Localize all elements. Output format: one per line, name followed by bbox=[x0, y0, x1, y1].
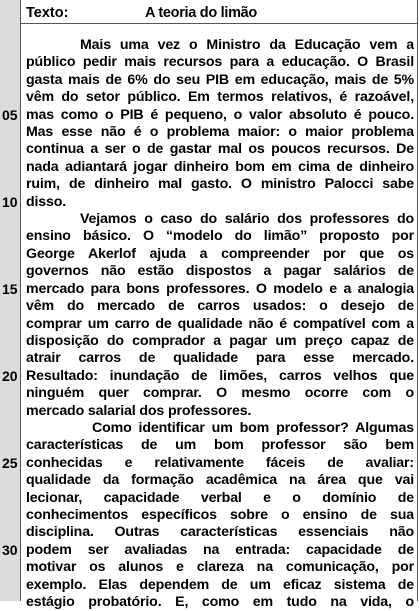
line-number: 05 bbox=[2, 106, 18, 123]
text-line: mercado salarial dos professores. bbox=[26, 402, 252, 419]
text-line: motivar os alunos e clareza na comunicação, por bbox=[26, 559, 414, 576]
text-line: podem ser avaliadas na entrada: capacidade de bbox=[26, 541, 414, 558]
text-line: estágio probatório. E, como em tudo na vida, o bbox=[26, 594, 414, 610]
text-line: características de um bom professor são bem bbox=[26, 437, 414, 454]
text-title: A teoria do limão bbox=[145, 5, 257, 21]
text-line: público pedir mais recursos para a educação. O Brasil bbox=[26, 54, 414, 71]
text-line: Mas esse não é o problema maior: o maior problema bbox=[26, 124, 414, 141]
line-number: 25 bbox=[2, 454, 18, 471]
line-number: 20 bbox=[2, 367, 18, 384]
text-line: comprar um carro de qualidade não é compatível com a bbox=[26, 315, 414, 332]
text-line: lecionar, capacidade verbal e o domínio de bbox=[26, 489, 414, 506]
text-line: mercado para bons professores. O modelo e a analogia bbox=[26, 280, 414, 297]
text-line: continua a ser o de gastar mal os poucos recursos. De bbox=[26, 141, 414, 158]
text-line: Como identificar um bom professor? Algumas bbox=[92, 419, 414, 436]
text-line: George Akerlof ajuda a compreender por que os bbox=[26, 245, 414, 262]
line-number-gutter bbox=[0, 0, 20, 601]
text-line: vêm do setor público. Em termos relativos, é razoável, bbox=[26, 89, 414, 106]
text-header bbox=[26, 3, 416, 25]
text-line: mas como o PIB é pequeno, o valor absoluto é pouco. bbox=[26, 106, 414, 123]
text-line: atrair carros de qualidade para esse mercado. bbox=[26, 350, 414, 367]
text-line: Mais uma vez o Ministro da Educação vem a bbox=[80, 37, 414, 53]
text-line: ensino básico. O “modelo do limão” proposto por bbox=[26, 228, 414, 245]
text-line: vêm do mercado de carros usados: o desejo de bbox=[26, 298, 414, 315]
text-line: qualidade da formação acadêmica na área que vai bbox=[26, 472, 414, 489]
text-line: conhecidas e relativamente fáceis de avaliar: bbox=[26, 454, 414, 471]
text-line: disposição do comprador a pagar um preço capaz de bbox=[26, 332, 414, 349]
text-line: Resultado: inundação de limões, carros velhos que bbox=[26, 367, 414, 384]
text-line: gasta mais de 6% do seu PIB em educação, mais de 5% bbox=[26, 71, 414, 88]
line-number: 30 bbox=[2, 541, 18, 558]
text-line: ninguém quer comprar. O mesmo ocorre com o bbox=[26, 385, 414, 402]
text-line: disso. bbox=[26, 193, 67, 210]
text-line: conhecimentos específicos sobre o ensino de sua bbox=[26, 506, 414, 523]
text-line: ruim, de dinheiro mal gasto. O ministro Palocci sabe bbox=[26, 176, 414, 193]
header-divider bbox=[20, 23, 418, 24]
line-number: 15 bbox=[2, 280, 18, 297]
line-number: 10 bbox=[2, 193, 18, 210]
text-line: disciplina. Outras características essenciais não bbox=[26, 524, 414, 541]
text-line: exemplo. Elas dependem de um eficaz sistema de bbox=[26, 576, 414, 593]
text-line: Vejamos o caso do salário dos professores do bbox=[80, 211, 414, 228]
text-line: governos não estão dispostos a pagar salários de bbox=[26, 263, 414, 280]
text-line: nada adiantará jogar dinheiro bom em cima de dinheiro bbox=[26, 158, 414, 175]
text-label: Texto: bbox=[26, 5, 69, 21]
